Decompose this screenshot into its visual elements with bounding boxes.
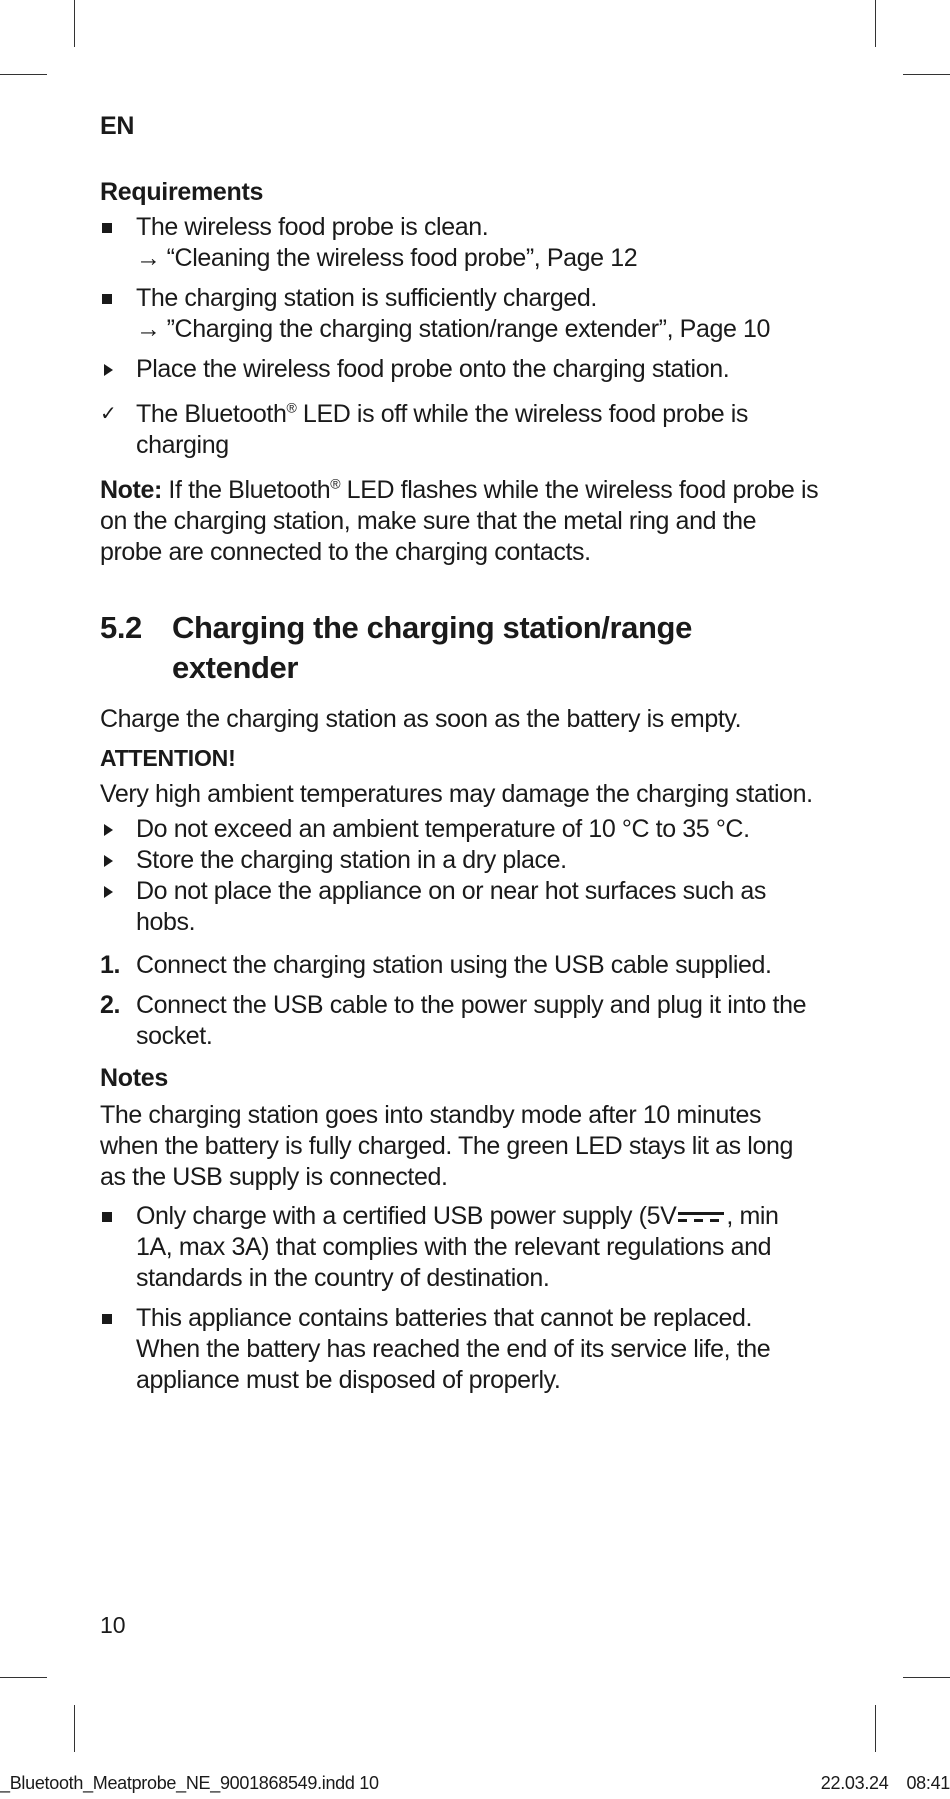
list-item [100, 212, 820, 274]
list-item [100, 354, 820, 385]
arrow-right-icon: → [136, 244, 161, 272]
registered-mark: ® [286, 399, 297, 416]
list-item: This appliance contains batteries that cannot be replaced. When the battery has reached the end of its service life, the appliance must be disposed of properly. [136, 1304, 771, 1394]
crop-mark [0, 1677, 47, 1678]
checkmark-icon: ✓ [100, 403, 117, 425]
section-number: 5.2 [100, 610, 142, 645]
crop-mark [875, 0, 876, 47]
result-text: The Bluetooth® LED is off while the wireless food probe is charging [136, 399, 749, 459]
section-heading [100, 608, 820, 688]
crop-mark [74, 0, 75, 47]
notes-heading: Notes [100, 1064, 168, 1092]
section-intro: Charge the charging station as soon as the battery is empty. [100, 705, 742, 733]
requirement-text: The wireless food probe is clean. [136, 213, 489, 241]
page-content [100, 110, 820, 1396]
crop-mark [0, 74, 47, 75]
numbered-steps [100, 950, 820, 1052]
step-number: 1. [100, 951, 121, 979]
attention-label: ATTENTION! [100, 745, 236, 771]
list-item [100, 283, 820, 345]
step-text: Place the wireless food probe onto the charging station. [136, 355, 730, 383]
arrow-right-icon: → [136, 315, 161, 343]
footer-date: 22.03.24 [820, 1773, 889, 1793]
requirements-list [100, 212, 820, 461]
note-paragraph: Note: If the Bluetooth® LED flashes while the wireless food probe is on the charging station, make sure that the metal ring and the probe are connected to the charging contacts. [100, 475, 819, 566]
list-item: Do not place the appliance on or near hot surfaces such as hobs. [136, 877, 766, 936]
crop-mark [74, 1705, 75, 1752]
cross-reference-text: “Cleaning the wireless food probe”, Page 12 [166, 244, 638, 272]
cross-reference-link[interactable] [136, 243, 820, 274]
attention-text: Very high ambient temperatures may damage the charging station. [100, 780, 813, 808]
footer-filename: _Bluetooth_Meatprobe_NE_9001868549.indd 10 [0, 1773, 379, 1793]
registered-mark: ® [330, 475, 341, 492]
crop-mark [903, 1677, 950, 1678]
direct-current-icon [678, 1210, 724, 1224]
notes-list [100, 1201, 820, 1396]
cross-reference-link[interactable] [136, 314, 820, 345]
list-item: 2. Connect the USB cable to the power supply and plug it into the socket. [100, 991, 807, 1050]
footer-time: 08:41 [906, 1773, 950, 1793]
crop-mark [875, 1705, 876, 1752]
list-item [100, 399, 820, 461]
warning-list [100, 814, 820, 938]
footer-timestamp [821, 1772, 950, 1794]
list-item: Do not exceed an ambient temperature of 10 °C to 35 °C. [136, 815, 750, 843]
language-label: EN [100, 112, 135, 140]
requirement-text: The charging station is sufficiently charged. [136, 284, 597, 312]
cross-reference-text: ”Charging the charging station/range extender”, Page 10 [166, 315, 771, 343]
requirements-heading: Requirements [100, 178, 264, 206]
page-number: 10 [100, 1612, 126, 1638]
step-number: 2. [100, 991, 121, 1019]
crop-mark [903, 74, 950, 75]
note-label: Note: [100, 476, 162, 504]
list-item: 1. Connect the charging station using the USB cable supplied. [100, 951, 772, 979]
list-item: Store the charging station in a dry place. [136, 846, 567, 874]
list-item: Only charge with a certified USB power supply (5V , min 1A, max 3A) that complies with the relevant regulations and standards in the country of destination. [136, 1202, 779, 1292]
notes-text: The charging station goes into standby mode after 10 minutes when the battery is fully charged. The green LED stays lit as long as the USB supply is connected. [100, 1101, 793, 1191]
section-title: Charging the charging station/range extender [172, 610, 692, 685]
